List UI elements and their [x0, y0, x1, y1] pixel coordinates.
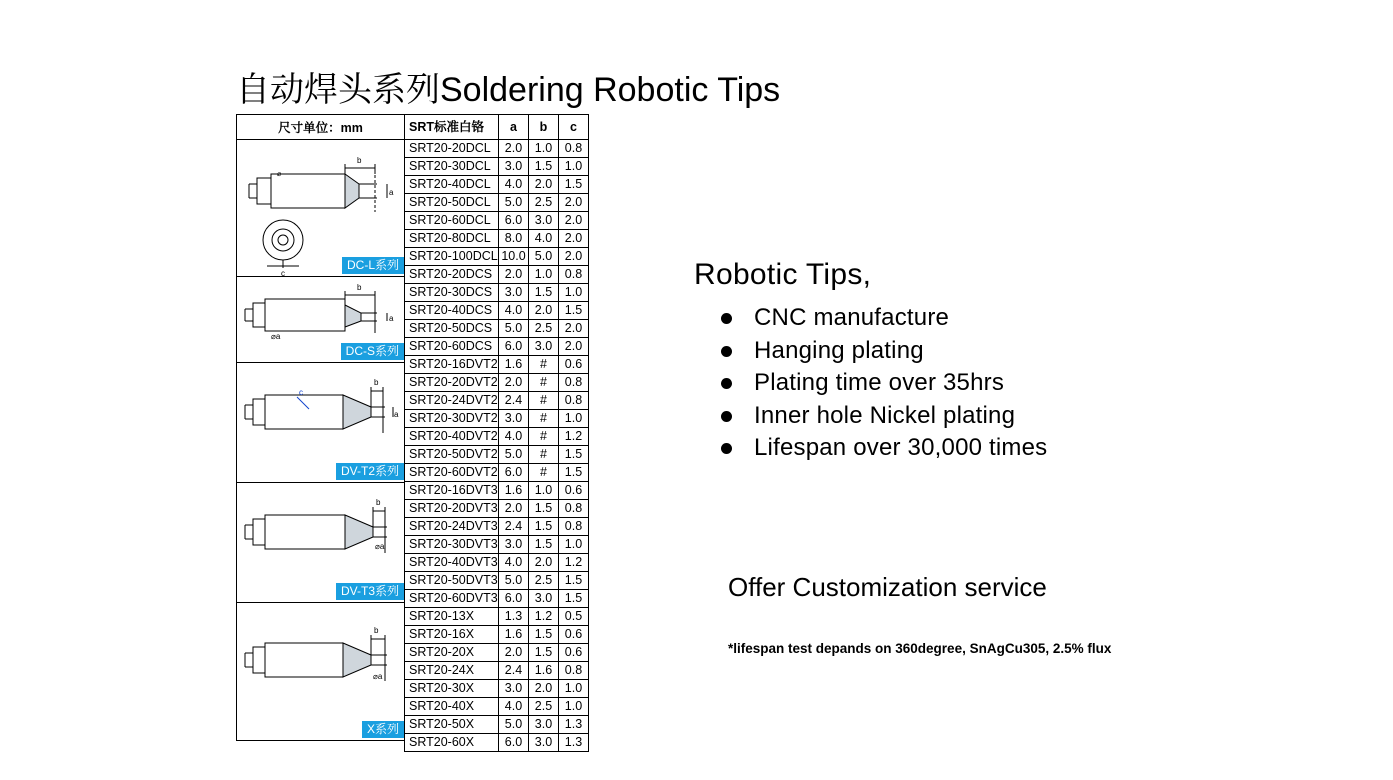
offer-customization-text: Offer Customization service [728, 572, 1047, 602]
table-row [405, 698, 589, 716]
cell-b: 1.5 [529, 284, 559, 302]
tip-drawing-dcl-icon [237, 140, 403, 276]
table-row [405, 266, 589, 284]
cell-model: SRT20-60DVT2 [405, 464, 499, 482]
cell-model: SRT20-40DVT2 [405, 428, 499, 446]
tip-drawing-x-icon [237, 603, 403, 739]
cell-c: 0.6 [559, 644, 589, 662]
cell-model: SRT20-40DCS [405, 302, 499, 320]
cell-b: 2.5 [529, 320, 559, 338]
series-tag-dcs: DC-S系列 [341, 343, 404, 360]
header-b: b [529, 115, 559, 140]
cell-c: 1.0 [559, 536, 589, 554]
cell-c: 1.5 [559, 446, 589, 464]
cell-model: SRT20-50DCS [405, 320, 499, 338]
bullet-icon [721, 411, 732, 422]
table-row [405, 680, 589, 698]
table-row [405, 284, 589, 302]
cell-model: SRT20-60DCL [405, 212, 499, 230]
cell-c: 0.6 [559, 626, 589, 644]
table-row [405, 446, 589, 464]
cell-b: 3.0 [529, 734, 559, 752]
cell-model: SRT20-20DCL [405, 140, 499, 158]
cell-a: 5.0 [499, 716, 529, 734]
table-row [405, 248, 589, 266]
series-tag-dvt2: DV-T2系列 [336, 463, 404, 480]
cell-model: SRT20-60X [405, 734, 499, 752]
cell-c: 2.0 [559, 338, 589, 356]
cell-b: # [529, 410, 559, 428]
cell-b: 3.0 [529, 590, 559, 608]
cell-model: SRT20-30DVT3 [405, 536, 499, 554]
cell-b: 1.0 [529, 266, 559, 284]
series-tag-dcl: DC-L系列 [342, 257, 404, 274]
cell-c: 1.5 [559, 464, 589, 482]
svg-text:a: a [389, 188, 394, 197]
cell-model: SRT20-100DCL [405, 248, 499, 266]
cell-b: 1.5 [529, 536, 559, 554]
table-row [405, 518, 589, 536]
table-row [405, 428, 589, 446]
cell-b: # [529, 374, 559, 392]
cell-model: SRT20-80DCL [405, 230, 499, 248]
cell-c: 1.0 [559, 680, 589, 698]
cell-model: SRT20-24DVT3 [405, 518, 499, 536]
cell-a: 3.0 [499, 158, 529, 176]
drawing-cell-dcs [237, 277, 404, 363]
table-row [405, 230, 589, 248]
cell-model: SRT20-30DCS [405, 284, 499, 302]
cell-a: 4.0 [499, 428, 529, 446]
cell-c: 2.0 [559, 230, 589, 248]
page-title: 自动焊头系列Soldering Robotic Tips [236, 71, 781, 109]
table-row [405, 482, 589, 500]
cell-model: SRT20-20DCS [405, 266, 499, 284]
cell-model: SRT20-60DVT3 [405, 590, 499, 608]
cell-c: 2.0 [559, 248, 589, 266]
cell-c: 1.3 [559, 716, 589, 734]
cell-model: SRT20-50DCL [405, 194, 499, 212]
svg-text:⌀: ⌀ [277, 171, 282, 178]
drawing-cell-dvt3 [237, 483, 404, 603]
cell-a: 3.0 [499, 680, 529, 698]
svg-text:⌀a: ⌀a [375, 542, 385, 551]
cell-b: 3.0 [529, 338, 559, 356]
cell-b: 2.0 [529, 680, 559, 698]
bullet-icon [721, 443, 732, 454]
cell-b: # [529, 428, 559, 446]
right-text-column [694, 258, 1354, 465]
cell-a: 1.6 [499, 356, 529, 374]
feature-item [754, 400, 1354, 433]
svg-text:a: a [394, 410, 399, 419]
cell-a: 10.0 [499, 248, 529, 266]
cell-model: SRT20-20DVT2 [405, 374, 499, 392]
svg-text:⌀a: ⌀a [271, 332, 281, 341]
cell-a: 2.0 [499, 500, 529, 518]
drawing-units-header: 尺寸单位：mm [237, 115, 404, 140]
cell-c: 1.5 [559, 176, 589, 194]
cell-model: SRT20-60DCS [405, 338, 499, 356]
table-row [405, 176, 589, 194]
drawing-cell-dvt2 [237, 363, 404, 483]
cell-model: SRT20-40DCL [405, 176, 499, 194]
svg-text:a: a [389, 314, 394, 323]
cell-b: # [529, 356, 559, 374]
table-row [405, 626, 589, 644]
cell-c: 1.0 [559, 410, 589, 428]
cell-a: 4.0 [499, 554, 529, 572]
table-row [405, 338, 589, 356]
cell-a: 5.0 [499, 572, 529, 590]
cell-model: SRT20-16DVT2 [405, 356, 499, 374]
cell-model: SRT20-50DVT2 [405, 446, 499, 464]
cell-model: SRT20-20DVT3 [405, 500, 499, 518]
cell-a: 8.0 [499, 230, 529, 248]
feature-item [754, 335, 1354, 368]
cell-c: 0.6 [559, 356, 589, 374]
cell-c: 1.5 [559, 572, 589, 590]
cell-a: 1.6 [499, 482, 529, 500]
cell-b: # [529, 446, 559, 464]
cell-model: SRT20-24DVT2 [405, 392, 499, 410]
cell-a: 2.4 [499, 662, 529, 680]
feature-label: Plating time over 35hrs [754, 369, 1005, 396]
cell-c: 2.0 [559, 194, 589, 212]
cell-b: 3.0 [529, 212, 559, 230]
cell-c: 1.2 [559, 554, 589, 572]
cell-model: SRT20-40X [405, 698, 499, 716]
cell-a: 4.0 [499, 698, 529, 716]
cell-b: 1.5 [529, 518, 559, 536]
specification-block [236, 114, 589, 752]
series-tag-x: X系列 [362, 721, 404, 738]
drawing-cell-x [237, 603, 404, 740]
cell-c: 1.5 [559, 590, 589, 608]
cell-c: 0.8 [559, 266, 589, 284]
cell-a: 3.0 [499, 410, 529, 428]
cell-a: 2.4 [499, 518, 529, 536]
cell-a: 2.0 [499, 266, 529, 284]
cell-b: # [529, 392, 559, 410]
cell-a: 6.0 [499, 338, 529, 356]
table-row [405, 554, 589, 572]
svg-text:b: b [376, 498, 381, 507]
cell-c: 0.8 [559, 662, 589, 680]
table-row [405, 140, 589, 158]
bullet-icon [721, 346, 732, 357]
table-row [405, 572, 589, 590]
cell-c: 1.5 [559, 302, 589, 320]
cell-model: SRT20-30DCL [405, 158, 499, 176]
header-a: a [499, 115, 529, 140]
bullet-icon [721, 313, 732, 324]
cell-a: 3.0 [499, 284, 529, 302]
drawing-cell-dcl [237, 140, 404, 277]
table-row [405, 158, 589, 176]
cell-c: 0.5 [559, 608, 589, 626]
svg-text:b: b [374, 378, 379, 387]
table-row [405, 716, 589, 734]
table-row [405, 644, 589, 662]
cell-b: 3.0 [529, 716, 559, 734]
drawing-column [236, 114, 404, 741]
cell-model: SRT20-24X [405, 662, 499, 680]
cell-a: 2.4 [499, 392, 529, 410]
cell-model: SRT20-30X [405, 680, 499, 698]
cell-b: 2.5 [529, 698, 559, 716]
cell-b: 1.5 [529, 500, 559, 518]
cell-a: 2.0 [499, 374, 529, 392]
cell-c: 2.0 [559, 212, 589, 230]
table-row [405, 464, 589, 482]
cell-a: 6.0 [499, 590, 529, 608]
table-row [405, 500, 589, 518]
cell-b: 2.5 [529, 194, 559, 212]
footnote-text: *lifespan test depands on 360degree, SnAgCu305, 2.5% flux [728, 641, 1112, 656]
cell-a: 3.0 [499, 536, 529, 554]
cell-b: 5.0 [529, 248, 559, 266]
cell-b: 1.0 [529, 482, 559, 500]
table-row [405, 590, 589, 608]
cell-model: SRT20-16DVT3 [405, 482, 499, 500]
cell-a: 4.0 [499, 176, 529, 194]
table-row [405, 194, 589, 212]
cell-b: 2.5 [529, 572, 559, 590]
cell-model: SRT20-16X [405, 626, 499, 644]
cell-model: SRT20-50X [405, 716, 499, 734]
cell-a: 6.0 [499, 734, 529, 752]
cell-a: 1.6 [499, 626, 529, 644]
cell-model: SRT20-13X [405, 608, 499, 626]
feature-label: CNC manufacture [754, 304, 950, 331]
cell-c: 0.8 [559, 392, 589, 410]
table-row [405, 212, 589, 230]
cell-a: 6.0 [499, 464, 529, 482]
cell-c: 0.8 [559, 374, 589, 392]
cell-c: 1.0 [559, 158, 589, 176]
table-row [405, 320, 589, 338]
svg-text:⌀a: ⌀a [373, 672, 383, 681]
feature-list [694, 302, 1354, 465]
cell-c: 1.3 [559, 734, 589, 752]
table-row [405, 536, 589, 554]
cell-a: 2.0 [499, 140, 529, 158]
cell-b: 1.2 [529, 608, 559, 626]
feature-label: Hanging plating [754, 336, 924, 364]
cell-a: 4.0 [499, 302, 529, 320]
cell-model: SRT20-30DVT2 [405, 410, 499, 428]
cell-a: 1.3 [499, 608, 529, 626]
table-body [405, 140, 589, 752]
bullet-icon [721, 378, 732, 389]
cell-c: 1.0 [559, 698, 589, 716]
cell-a: 5.0 [499, 320, 529, 338]
cell-b: 1.0 [529, 140, 559, 158]
table-row [405, 302, 589, 320]
series-tag-dvt3: DV-T3系列 [336, 583, 404, 600]
table-header-row [405, 115, 589, 140]
table-row [405, 374, 589, 392]
svg-text:b: b [357, 156, 362, 165]
cell-b: 1.6 [529, 662, 559, 680]
cell-b: 1.5 [529, 644, 559, 662]
svg-text:c: c [281, 269, 285, 276]
cell-c: 1.2 [559, 428, 589, 446]
feature-item [754, 432, 1354, 465]
cell-b: # [529, 464, 559, 482]
cell-b: 4.0 [529, 230, 559, 248]
feature-label: Lifespan over 30,000 times [754, 434, 1048, 461]
cell-a: 2.0 [499, 644, 529, 662]
table-row [405, 392, 589, 410]
cell-model: SRT20-50DVT3 [405, 572, 499, 590]
cell-b: 2.0 [529, 302, 559, 320]
svg-text:b: b [357, 283, 362, 292]
table-row [405, 662, 589, 680]
cell-c: 1.0 [559, 284, 589, 302]
cell-c: 2.0 [559, 320, 589, 338]
feature-label: Inner hole Nickel plating [754, 401, 1016, 429]
svg-text:b: b [374, 626, 379, 635]
cell-a: 5.0 [499, 446, 529, 464]
feature-item [754, 302, 1354, 335]
cell-model: SRT20-20X [405, 644, 499, 662]
robotic-tips-heading: Robotic Tips, [694, 258, 872, 291]
table-row [405, 608, 589, 626]
table-row [405, 734, 589, 752]
cell-c: 0.8 [559, 518, 589, 536]
feature-item [754, 367, 1354, 400]
cell-b: 1.5 [529, 158, 559, 176]
cell-a: 6.0 [499, 212, 529, 230]
table-row [405, 356, 589, 374]
cell-c: 0.8 [559, 500, 589, 518]
header-c: c [559, 115, 589, 140]
cell-b: 2.0 [529, 176, 559, 194]
cell-b: 1.5 [529, 626, 559, 644]
cell-b: 2.0 [529, 554, 559, 572]
table-row [405, 410, 589, 428]
cell-c: 0.8 [559, 140, 589, 158]
svg-text:c: c [299, 388, 303, 397]
header-model: SRT标准白铬 [405, 115, 499, 140]
cell-c: 0.6 [559, 482, 589, 500]
cell-a: 5.0 [499, 194, 529, 212]
cell-model: SRT20-40DVT3 [405, 554, 499, 572]
spec-table [404, 114, 589, 752]
